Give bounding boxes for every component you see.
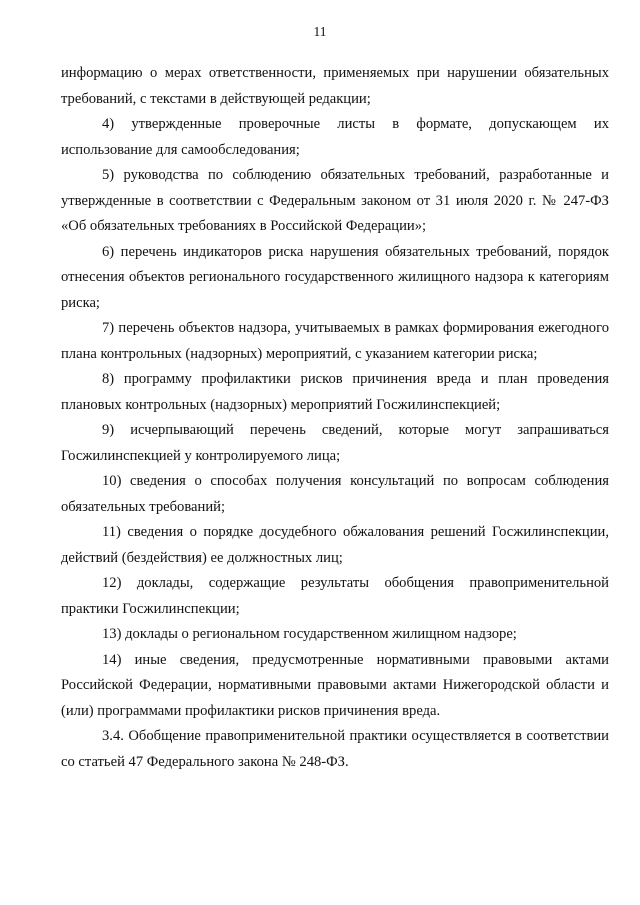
paragraph-continuation: информацию о мерах ответственности, применяемых при нарушении обязательных требований, с текстами в действующей редакции; (61, 65, 609, 107)
paragraph-item-13: 13) доклады о региональном государственном жилищном надзоре; (102, 626, 517, 642)
paragraph-item-9: 9) исчерпывающий перечень сведений, которые могут запрашиваться Госжилинспекцией у контролируемого лица; (61, 422, 609, 464)
paragraph-item-11: 11) сведения о порядке досудебного обжалования решений Госжилинспекции, действий (бездействия) ее должностных лиц; (61, 524, 609, 566)
paragraph-item-12: 12) доклады, содержащие результаты обобщения правоприменительной практики Госжилинспекции; (61, 575, 609, 617)
paragraph-item-8: 8) программу профилактики рисков причинения вреда и план проведения плановых контрольных (надзорных) мероприятий Госжилинспекцией; (61, 371, 609, 413)
page-number: 11 (313, 24, 327, 39)
paragraph-item-14: 14) иные сведения, предусмотренные нормативными правовыми актами Российской Федерации, нормативными правовыми актами Нижегородской области и (или) программами профилактики рисков причинения вреда. (61, 651, 609, 719)
document-body (61, 61, 609, 775)
paragraph-section-3-4: 3.4. Обобщение правоприменительной практики осуществляется в соответствии со статьей 47 Федерального закона № 248-ФЗ. (61, 728, 609, 770)
paragraph-item-7: 7) перечень объектов надзора, учитываемых в рамках формирования ежегодного плана контрольных (надзорных) мероприятий, с указанием категории риска; (61, 320, 609, 362)
paragraph-item-5: 5) руководства по соблюдению обязательных требований, разработанные и утвержденные в соответствии с Федеральным законом от 31 июля 2020 г. № 247-ФЗ «Об обязательных требованиях в Российской Федерации»; (61, 167, 609, 234)
paragraph-item-6: 6) перечень индикаторов риска нарушения обязательных требований, порядок отнесения объектов регионального государственного жилищного надзора к категориям риска; (61, 243, 609, 311)
paragraph-item-4: 4) утвержденные проверочные листы в формате, допускающем их использование для самообследования; (61, 116, 609, 158)
paragraph-item-10: 10) сведения о способах получения консультаций по вопросам соблюдения обязательных требований; (61, 473, 609, 515)
